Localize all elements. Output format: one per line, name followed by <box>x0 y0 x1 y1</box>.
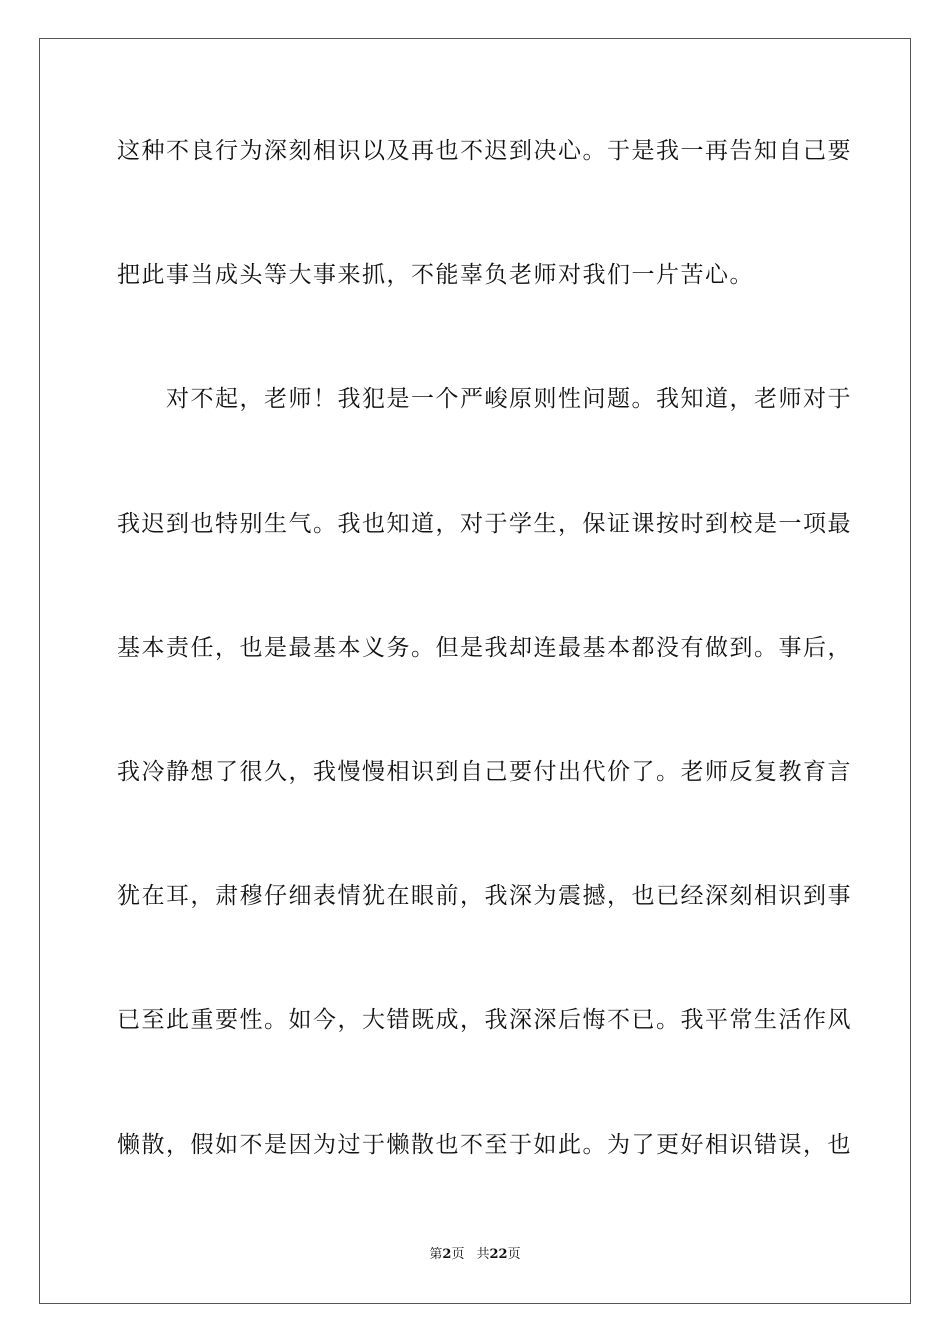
page-prefix: 第 <box>429 1247 443 1262</box>
body-text-line-9: 懒散，假如不是因为过于懒散也不至于如此。为了更好相识错误，也 <box>117 1132 852 1158</box>
body-text-line-2: 把此事当成头等大事来抓，不能辜负老师对我们一片苦心。 <box>117 262 754 288</box>
page-border <box>39 38 911 1304</box>
body-text-line-7: 犹在耳，肃穆仔细表情犹在眼前，我深为震撼，也已经深刻相识到事 <box>117 883 852 909</box>
body-text-line-8: 已至此重要性。如今，大错既成，我深深后悔不已。我平常生活作风 <box>117 1007 852 1033</box>
body-text-line-5: 基本责任，也是最基本义务。但是我却连最基本都没有做到。事后， <box>117 635 852 661</box>
body-text-line-6: 我冷静想了很久，我慢慢相识到自己要付出代价了。老师反复教育言 <box>117 759 852 785</box>
body-text-line-3: 对不起，老师！我犯是一个严峻原则性问题。我知道，老师对于 <box>117 386 852 412</box>
page-number: 2 <box>442 1247 452 1262</box>
page-suffix: 页 <box>451 1247 465 1262</box>
total-prefix: 共 <box>476 1247 490 1262</box>
body-text-line-1: 这种不良行为深刻相识以及再也不迟到决心。于是我一再告知自己要 <box>117 138 852 164</box>
page-footer <box>0 1246 950 1264</box>
total-suffix: 页 <box>507 1247 521 1262</box>
body-text-line-4: 我迟到也特别生气。我也知道，对于学生，保证课按时到校是一项最 <box>117 511 852 537</box>
total-pages: 22 <box>489 1247 508 1262</box>
